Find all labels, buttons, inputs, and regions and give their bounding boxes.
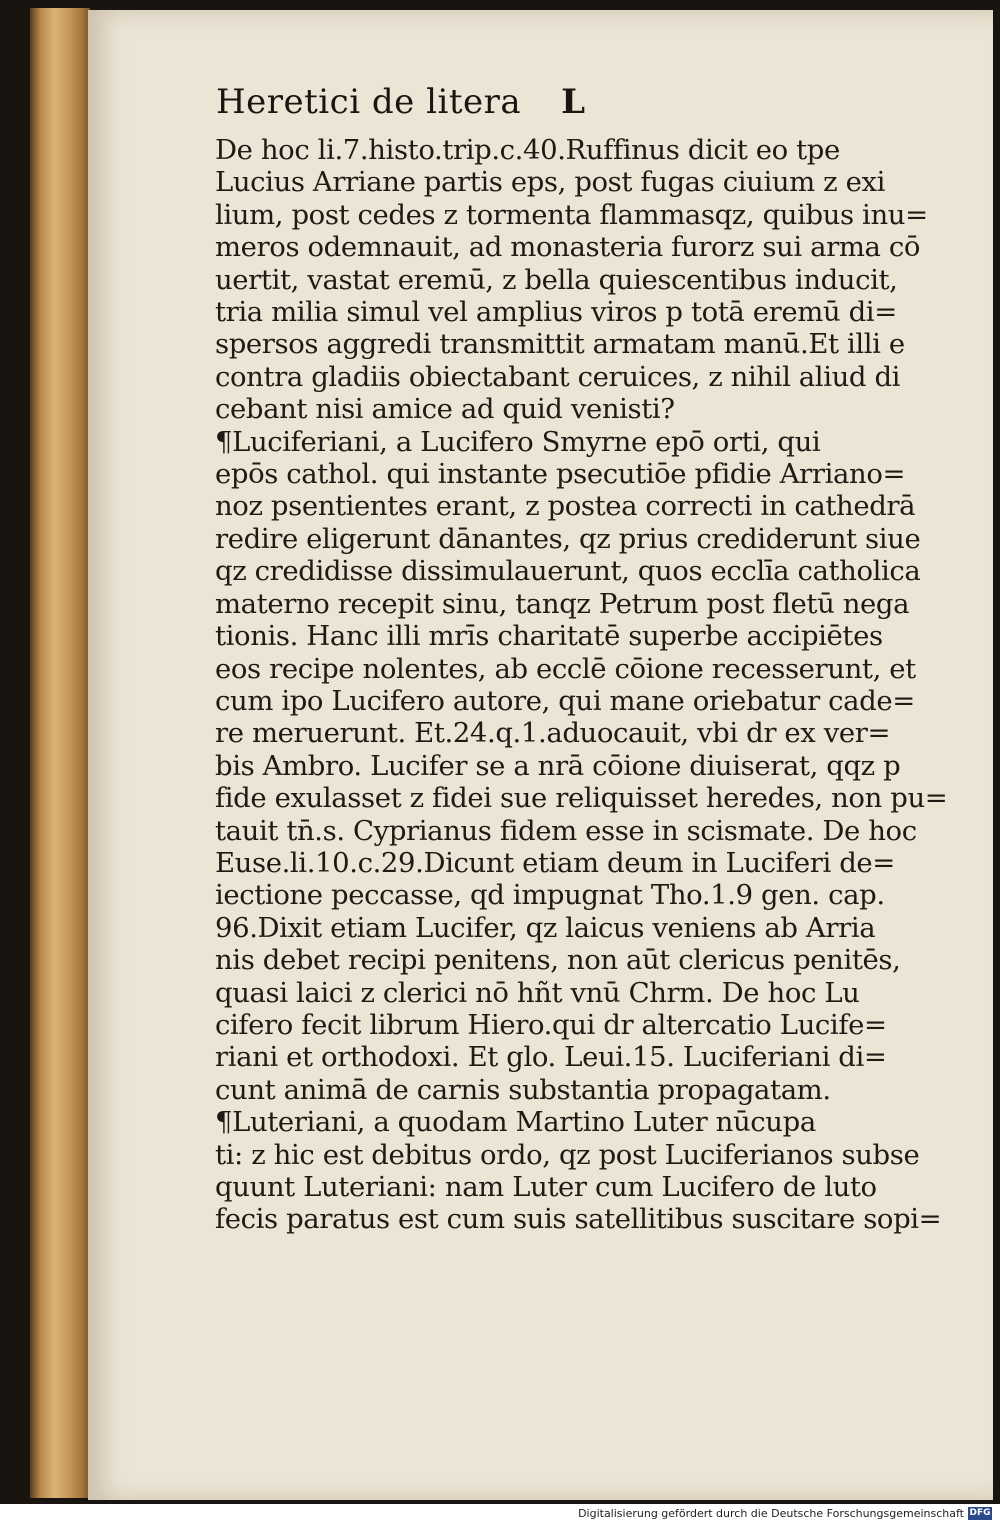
book-fore-edge <box>30 8 90 1498</box>
text-block <box>215 134 993 1236</box>
text-line: qz credidisse dissimulauerunt, quos ecclīa catholica <box>215 555 921 588</box>
text-line: De hoc li.7.histo.trip.c.40.Ruffinus dicit eo tpe <box>215 134 840 166</box>
footer-bar <box>0 1504 1000 1524</box>
text-line: fecis paratus est cum suis satellitibus suscitare sopi= <box>215 1203 942 1236</box>
text-line: Euse.li.10.c.29.Dicunt etiam deum in Luciferi de= <box>215 846 895 879</box>
text-line: eos recipe nolentes, ab ecclē cōione recesserunt, et <box>215 652 916 685</box>
text-line: noz psentientes erant, z postea correcti in cathedrā <box>215 490 916 523</box>
text-line: re meruerunt. Et.24.q.1.aduocauit, vbi dr ex ver= <box>215 717 891 750</box>
text-line: iectione peccasse, qd impugnat Tho.1.9 gen. cap. <box>215 879 885 912</box>
page-header <box>216 82 993 134</box>
text-line: ¶Luciferiani, a Lucifero Smyrne epō orti, qui <box>215 425 821 458</box>
text-line: 96.Dixit etiam Lucifer, qz laicus veniens ab Arria <box>215 911 876 944</box>
text-line: tionis. Hanc illi mrīs charitatē superbe accipiētes <box>215 620 883 653</box>
book-page <box>88 10 993 1500</box>
text-line: materno recepit sinu, tanqz Petrum post fletū nega <box>215 587 910 620</box>
text-line: Lucius Arriane partis eps, post fugas ciuium z exi <box>215 166 885 199</box>
signature-mark: L <box>561 82 586 122</box>
text-line: cebant nisi amice ad quid venisti? <box>215 393 675 426</box>
text-line: cum ipo Lucifero autore, qui mane oriebatur cade= <box>215 684 915 717</box>
text-line: quunt Luteriani: nam Luter cum Lucifero de luto <box>215 1171 877 1203</box>
text-line: ¶Luteriani, a quodam Martino Luter nūcupa <box>215 1106 816 1139</box>
dfg-logo: DFG <box>969 1508 991 1518</box>
text-line: cifero fecit librum Hiero.qui dr altercatio Lucife= <box>215 1008 887 1041</box>
text-line: bis Ambro. Lucifer se a nrā cōione diuiserat, qqz p <box>215 749 901 782</box>
text-line: epōs cathol. qui instante psecutiōe pfidie Arriano= <box>215 458 906 491</box>
text-line: cunt animā de carnis substantia propagatam. <box>215 1073 831 1106</box>
text-line: ti: z hic est debitus ordo, qz post Luciferianos subse <box>215 1138 920 1171</box>
footer-credit: Digitalisierung gefördert durch die Deutsche Forschungsgemeinschaft <box>578 1507 964 1520</box>
text-line: riani et orthodoxi. Et glo. Leui.15. Luciferiani di= <box>215 1041 887 1074</box>
text-line: quasi laici z clerici nō hñt vnū Chrm. De hoc Lu <box>215 976 860 1009</box>
text-line: tria milia simul vel amplius viros p totā eremū di= <box>215 296 897 329</box>
text-line: fide exulasset z fidei sue reliquisset heredes, non pu= <box>215 782 948 815</box>
text-line: tauit tn̄.s. Cyprianus fidem esse in scismate. De hoc <box>215 814 917 847</box>
text-line: nis debet recipi penitens, non aūt clericus penitēs, <box>215 944 901 977</box>
text-line: contra gladiis obiectabant ceruices, z nihil aliud di <box>215 360 901 393</box>
text-line: meros odemnauit, ad monasteria furorz sui arma cō <box>215 231 921 264</box>
text-line: redire eligerunt dānantes, qz prius crediderunt siue <box>215 522 921 555</box>
text-line: spersos aggredi transmittit armatam manū.Et illi e <box>215 328 905 361</box>
text-line: lium, post cedes z tormenta flammasqz, quibus inu= <box>215 198 928 231</box>
running-title: Heretici de litera <box>216 82 522 122</box>
text-line: uertit, vastat eremū, z bella quiescentibus inducit, <box>215 263 898 296</box>
